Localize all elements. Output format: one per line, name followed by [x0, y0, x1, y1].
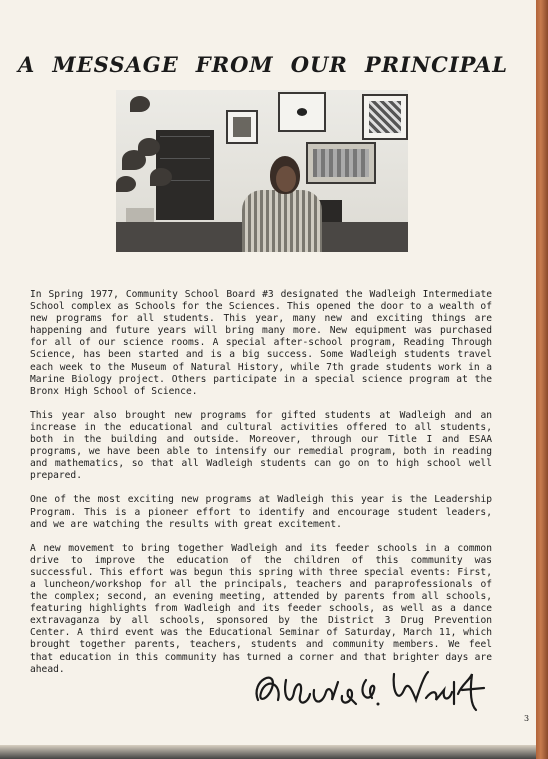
- plant-leaf: [150, 168, 172, 186]
- person-face: [276, 166, 296, 192]
- principal-photo: [116, 90, 408, 252]
- paragraph: A new movement to bring together Wadleigh and its feeder schools in a common drive to improve the education of the children of this community was successful. This effort was begun this spring with three special events: First, a luncheon/workshop for all the principals, teachers and paraprofessionals of the complex; second, an evening meeting, attended by parents from all schools, featuring highlights from Wadleigh and its feeder schools, as well as a dance extravaganza by all schools, sponsored by the District 3 Drug Prevention Center. A third event was the Educational Seminar of Saturday, March 11, which brought together parents, teachers, students and community members. We feel that education in this community has turned a corner and that brighter days are ahead.: [30, 542, 492, 675]
- wall-frame: [278, 92, 326, 132]
- paragraph: In Spring 1977, Community School Board #3 designated the Wadleigh Intermediate School complex as Schools for the Sciences. This opened the door to a wealth of new programs for all students. This year, many new and exciting things are happening and future years will bring many more. New equipment was purchased for all of our science rooms. A special after-school program, Reading Through Science, has been started and is a big success. Some Wadleigh students travel each week to the Museum of Natural History, while 7th grade students work in a Marine Biology project. Others participate in a special science program at the Bronx High School of Science.: [30, 289, 492, 397]
- paragraph: One of the most exciting new programs at Wadleigh this year is the Leadership Program. This is a pioneer effort to identify and encourage student leaders, and we are watching the results with great excitement.: [30, 494, 492, 530]
- wall-frame: [226, 110, 258, 144]
- wall-frame: [306, 142, 376, 184]
- plant-leaf: [130, 96, 150, 112]
- letter-body: [30, 289, 492, 688]
- book-spine-edge: [536, 0, 548, 759]
- plant-leaf: [138, 138, 160, 156]
- page-number: 3: [524, 714, 530, 723]
- title-word: FROM: [195, 52, 274, 77]
- paragraph: This year also brought new programs for gifted students at Wadleigh and an increase in the educational and cultural activities offered to all students, both in the building and outside. Moreover, through our Title I and ESAA programs, we have been able to intensify our remedial program, both in reading and mathematics, so that all Wadleigh students can go on to high school well prepared.: [30, 409, 492, 482]
- title-word: MESSAGE: [52, 52, 179, 77]
- page-bottom-edge: [0, 745, 536, 759]
- plant-leaf: [116, 176, 136, 192]
- title-word: PRINCIPAL: [364, 52, 508, 77]
- person-body: [242, 190, 322, 252]
- wall-frame: [362, 94, 408, 140]
- signature-icon: [248, 660, 498, 720]
- title-word: A: [18, 52, 36, 77]
- page-title: [18, 52, 508, 77]
- title-word: OUR: [290, 52, 348, 77]
